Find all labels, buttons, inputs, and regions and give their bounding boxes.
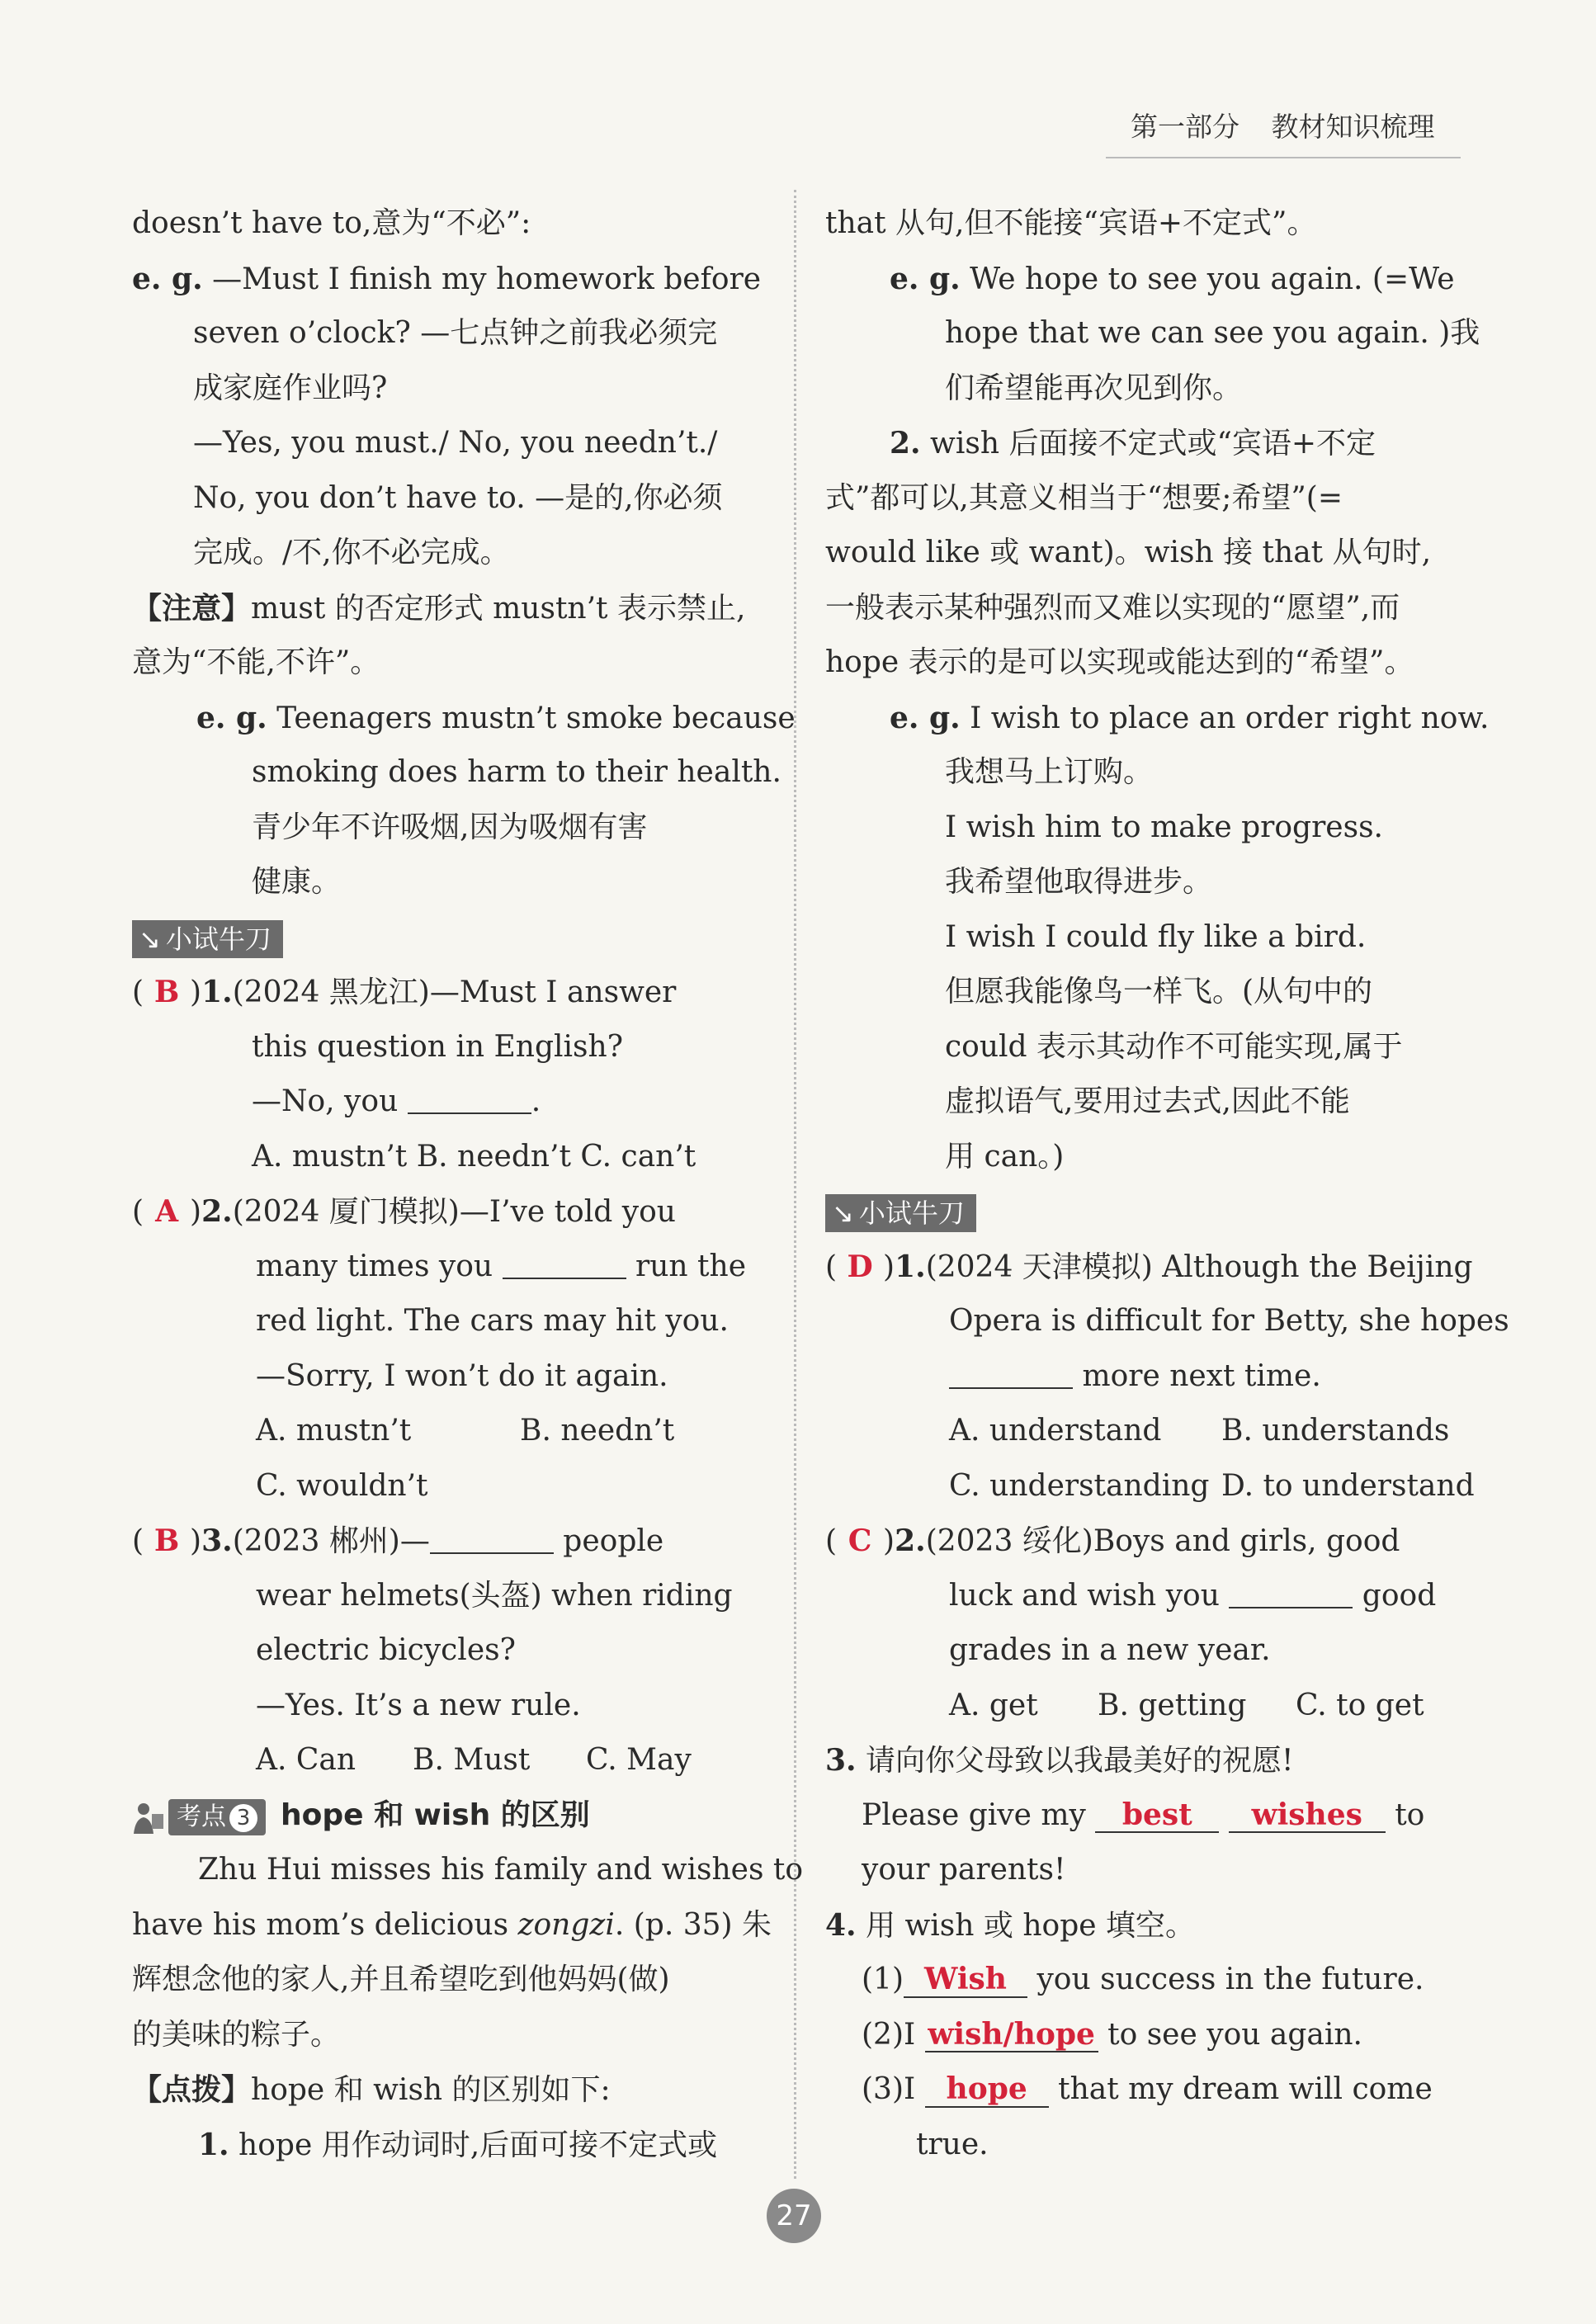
q-num: 1. bbox=[201, 975, 233, 1009]
kaodian-number: 3 bbox=[229, 1804, 257, 1832]
q-line bbox=[825, 2008, 1461, 2063]
example-line bbox=[132, 691, 796, 746]
q-num: 2. bbox=[201, 1194, 233, 1229]
answer-blank bbox=[1229, 1577, 1353, 1608]
q-line: grades in a new year. bbox=[949, 1633, 1271, 1667]
example-line: seven o’clock? —七点钟之前我必须完 bbox=[193, 316, 718, 350]
option-c: C. to get bbox=[1296, 1688, 1424, 1722]
passage-text: have his mom’s delicious bbox=[132, 1907, 518, 1942]
question-2: ( A )2.(2024 厦门模拟)—I’ve told you bbox=[132, 1184, 759, 1240]
q-line bbox=[825, 1788, 1461, 1844]
page-header bbox=[1131, 106, 1435, 144]
example-line: 健康。 bbox=[252, 865, 342, 899]
rule-line: 式”都可以,其意义相当于“想要;希望”(= bbox=[825, 480, 1343, 515]
practice-label: 小试牛刀 bbox=[165, 923, 272, 955]
q-text: that my dream will come bbox=[1058, 2072, 1433, 2106]
q-text: 用 wish 或 hope 填空。 bbox=[856, 1908, 1196, 1943]
arrow-icon: ↘ bbox=[139, 923, 161, 955]
answer-fill: Wish bbox=[904, 1963, 1027, 1998]
header-rule bbox=[1106, 157, 1461, 158]
rule-num: 2. bbox=[890, 426, 921, 461]
q-num: 2. bbox=[895, 1523, 926, 1558]
option-a: A. understand bbox=[949, 1414, 1162, 1448]
example-line: 我想马上订购。 bbox=[945, 755, 1154, 789]
example-line bbox=[825, 252, 1461, 307]
kaodian-title: hope 和 wish 的区别 bbox=[281, 1797, 590, 1832]
answer-blank bbox=[949, 1358, 1073, 1389]
example-text: We hope to see you again. (=We bbox=[970, 262, 1455, 296]
q-num: 4. bbox=[825, 1907, 857, 1943]
q-text: to bbox=[1395, 1797, 1425, 1832]
q-text: run the bbox=[635, 1249, 746, 1283]
answer-fill: wishes bbox=[1229, 1799, 1386, 1834]
q-options: A. mustn’t B. needn’t C. can’t bbox=[252, 1139, 696, 1174]
practice-header bbox=[132, 910, 759, 966]
q-line: true. bbox=[916, 2127, 989, 2161]
q-line: —No, you . bbox=[252, 1084, 541, 1118]
q-source: (2024 黑龙江) bbox=[232, 975, 430, 1009]
answer-q2: A bbox=[155, 1194, 179, 1229]
option-b: B. understands bbox=[1221, 1414, 1450, 1448]
passage-line bbox=[132, 1898, 772, 1953]
passage-line: 辉想念他的家人,并且希望吃到他妈妈(做) bbox=[132, 1963, 670, 1996]
q-line bbox=[825, 2062, 1461, 2118]
q-source: (2023 郴州) bbox=[232, 1524, 400, 1558]
q-text: many times you bbox=[256, 1249, 493, 1283]
eg-label: e. g. bbox=[890, 261, 961, 296]
question-3 bbox=[825, 1733, 1461, 1788]
example-line bbox=[825, 691, 1490, 746]
note-line: 意为“不能,不许”。 bbox=[132, 645, 380, 679]
example-line: could 表示其动作不可能实现,属于 bbox=[945, 1029, 1403, 1064]
q-text: —No, you bbox=[252, 1084, 399, 1118]
rule-line: 一般表示某种强烈而又难以实现的“愿望”,而 bbox=[825, 590, 1400, 625]
q-text: Although the Beijing bbox=[1162, 1249, 1473, 1284]
option-a: A. get bbox=[949, 1688, 1038, 1722]
kaodian-label: 考点 bbox=[177, 1802, 226, 1831]
q-text: Please give my bbox=[862, 1797, 1086, 1832]
q-line: this question in English? bbox=[252, 1029, 624, 1064]
rule-line bbox=[132, 2118, 759, 2173]
text-line: doesn’t have to,意为“不必”: bbox=[132, 206, 531, 240]
header-title: 教材知识梳理 bbox=[1271, 111, 1435, 143]
q-text: 请向你父母致以我最美好的祝愿! bbox=[856, 1744, 1294, 1778]
q-line bbox=[825, 1569, 1461, 1624]
example-line: 用 can。) bbox=[945, 1139, 1065, 1174]
q-line: electric bicycles? bbox=[256, 1633, 516, 1667]
answer-fill: wish/hope bbox=[925, 2019, 1098, 2053]
tip-text: hope 和 wish 的区别如下: bbox=[251, 2073, 611, 2107]
example-line: 成家庭作业吗? bbox=[193, 371, 388, 405]
q-text: you success in the future. bbox=[1036, 1963, 1424, 1996]
option-a: A. Can bbox=[256, 1743, 357, 1777]
q-line: Opera is difficult for Betty, she hopes bbox=[949, 1304, 1509, 1338]
passage-text: . (p. 35) 朱 bbox=[614, 1907, 772, 1942]
passage-line: Zhu Hui misses his family and wishes to bbox=[198, 1853, 804, 1887]
answer-blank bbox=[430, 1523, 554, 1554]
q-options bbox=[825, 1404, 1461, 1459]
note-line bbox=[132, 581, 759, 636]
q-text: more next time. bbox=[1082, 1358, 1321, 1393]
q-text: people bbox=[563, 1524, 664, 1558]
q-line: red light. The cars may hit you. bbox=[256, 1304, 729, 1338]
answer-q2: C bbox=[848, 1523, 872, 1558]
note-text: must 的否定形式 mustn’t 表示禁止, bbox=[251, 591, 746, 626]
example-text: —Must I finish my homework before bbox=[212, 262, 762, 296]
q-line: wear helmets(头盔) when riding bbox=[256, 1578, 733, 1613]
q-text: — bbox=[399, 1524, 430, 1558]
q-line: —Yes. It’s a new rule. bbox=[256, 1688, 581, 1722]
rule-num: 1. bbox=[198, 2127, 229, 2162]
option-c: C. May bbox=[586, 1743, 692, 1777]
example-line: I wish him to make progress. bbox=[945, 810, 1383, 844]
option-b: B. needn’t bbox=[520, 1414, 675, 1448]
option-a: A. mustn’t bbox=[256, 1414, 412, 1448]
kaodian-badge bbox=[168, 1799, 266, 1835]
example-line: hope that we can see you again. )我 bbox=[945, 316, 1480, 350]
q-source: (2024 天津模拟) bbox=[925, 1249, 1153, 1284]
q-num: 3. bbox=[825, 1743, 857, 1778]
q-line bbox=[825, 1349, 1461, 1405]
answer-blank bbox=[408, 1083, 531, 1114]
example-line: 虚拟语气,要用过去式,因此不能 bbox=[945, 1084, 1350, 1118]
left-column bbox=[132, 196, 804, 2172]
page-number: 27 bbox=[767, 2189, 821, 2243]
reader-icon bbox=[132, 1799, 165, 1835]
q-options bbox=[132, 1733, 759, 1788]
rule-text: hope 用作动词时,后面可接不定式或 bbox=[229, 2128, 718, 2162]
example-line: 完成。/不,你不必完成。 bbox=[193, 536, 510, 569]
q-text: to see you again. bbox=[1107, 2017, 1362, 2052]
question-4 bbox=[825, 1898, 1461, 1953]
q-text: Boys and girls, good bbox=[1093, 1524, 1400, 1558]
sub-num: (1) bbox=[862, 1963, 904, 1996]
practice-badge bbox=[132, 920, 283, 958]
option-c: C. understanding bbox=[949, 1468, 1210, 1503]
rule-line: would like 或 want)。wish 接 that 从句时, bbox=[825, 536, 1432, 569]
answer-blank bbox=[503, 1248, 626, 1279]
q-options bbox=[132, 1404, 759, 1459]
q-source: (2024 厦门模拟) bbox=[232, 1195, 460, 1229]
answer-q1: D bbox=[847, 1249, 873, 1284]
answer-q3: B bbox=[153, 1523, 180, 1558]
q-options bbox=[825, 1679, 1461, 1734]
example-line: 们希望能再次见到你。 bbox=[945, 371, 1243, 405]
example-line: No, you don’t have to. —是的,你必须 bbox=[193, 480, 723, 515]
example-line: 我希望他取得进步。 bbox=[945, 865, 1213, 899]
rule-line bbox=[825, 416, 1461, 471]
sub-num: (2)I bbox=[862, 2017, 916, 2052]
q-options bbox=[825, 1459, 1475, 1514]
q-line: your parents! bbox=[862, 1853, 1066, 1887]
q-line bbox=[825, 1953, 1461, 2008]
question-2: ( C )2.(2023 绥化)Boys and girls, good bbox=[825, 1514, 1461, 1569]
sub-num: (3)I bbox=[862, 2072, 916, 2106]
answer-fill: hope bbox=[925, 2073, 1049, 2108]
eg-label: e. g. bbox=[890, 700, 961, 735]
example-line: 但愿我能像鸟一样飞。(从句中的 bbox=[945, 975, 1373, 1008]
practice-label: 小试牛刀 bbox=[858, 1197, 965, 1229]
note-label: 【注意】 bbox=[132, 590, 252, 626]
example-line: smoking does harm to their health. bbox=[252, 755, 781, 789]
arrow-icon: ↘ bbox=[832, 1197, 854, 1229]
header-section: 第一部分 bbox=[1131, 111, 1239, 143]
option-b: B. getting bbox=[1098, 1688, 1247, 1722]
q-source: (2023 绥化) bbox=[925, 1524, 1093, 1558]
rule-text: wish 后面接不定式或“宾语+不定 bbox=[920, 427, 1376, 461]
q-num: 1. bbox=[895, 1249, 926, 1284]
q-options: C. wouldn’t bbox=[256, 1468, 428, 1503]
example-line: —Yes, you must./ No, you needn’t./ bbox=[193, 426, 718, 460]
rule-line: hope 表示的是可以实现或能达到的“希望”。 bbox=[825, 645, 1414, 679]
eg-label: e. g. bbox=[132, 261, 203, 296]
text-line: that 从句,但不能接“宾语+不定式”。 bbox=[825, 206, 1317, 240]
answer-fill: best bbox=[1095, 1799, 1219, 1834]
example-text: I wish to place an order right now. bbox=[970, 701, 1490, 735]
q-text: —I’ve told you bbox=[459, 1195, 676, 1229]
q-line: —Sorry, I won’t do it again. bbox=[256, 1358, 668, 1393]
q-line bbox=[132, 1240, 759, 1295]
example-line bbox=[132, 252, 762, 307]
practice-badge bbox=[825, 1194, 976, 1232]
question-1: ( D )1.(2024 天津模拟) Although the Beijing bbox=[825, 1240, 1461, 1295]
option-d: D. to understand bbox=[1221, 1468, 1475, 1503]
example-text: Teenagers mustn’t smoke because bbox=[276, 701, 796, 735]
question-1: ( B )1.(2024 黑龙江)—Must I answer bbox=[132, 965, 759, 1020]
tip-label: 【点拨】 bbox=[132, 2072, 252, 2107]
kaodian-header bbox=[132, 1788, 759, 1844]
example-line: I wish I could fly like a bird. bbox=[945, 919, 1367, 954]
tip-line bbox=[132, 2062, 759, 2118]
example-line: 青少年不许吸烟,因为吸烟有害 bbox=[252, 810, 648, 844]
question-3: ( B )3.(2023 郴州)— people bbox=[132, 1514, 759, 1569]
right-column bbox=[825, 196, 1509, 2172]
q-num: 3. bbox=[201, 1523, 233, 1558]
passage-line: 的美味的粽子。 bbox=[132, 2017, 341, 2052]
option-b: B. Must bbox=[413, 1743, 531, 1777]
answer-q1: B bbox=[153, 975, 180, 1009]
eg-label: e. g. bbox=[196, 700, 267, 735]
passage-italic: zongzi bbox=[517, 1907, 615, 1942]
q-text: luck and wish you bbox=[949, 1578, 1220, 1613]
q-text: —Must I answer bbox=[429, 975, 677, 1009]
practice-header bbox=[825, 1184, 1461, 1240]
q-text: good bbox=[1362, 1578, 1437, 1613]
